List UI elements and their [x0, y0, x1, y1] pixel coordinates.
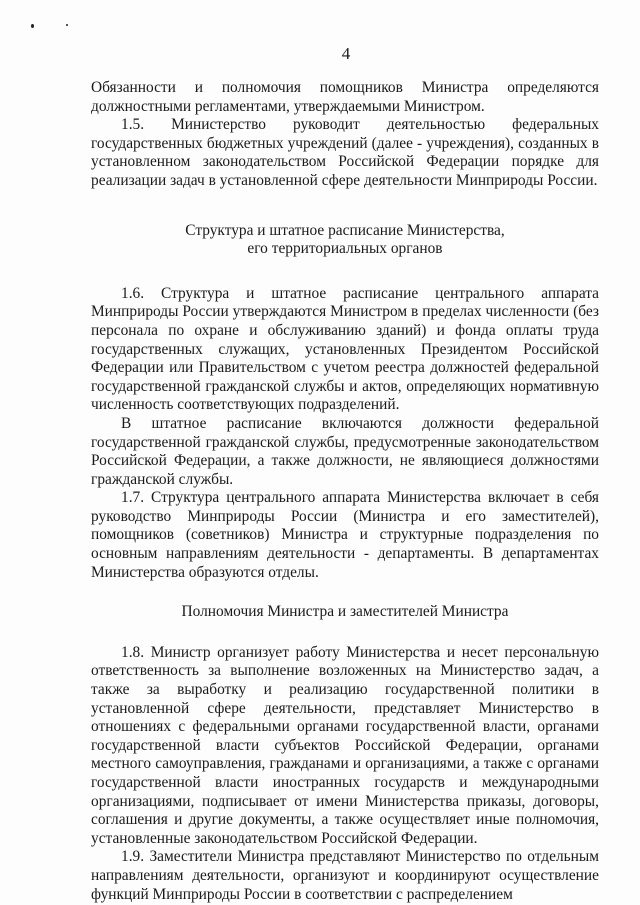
paragraph-1-5: 1.5. Министерство руководит деятельностью федеральных государственных бюджетных учреждений (далее - учреждения), созданных в установленном законодательством Российской Федерации порядке для реализации задач в установленной сфере деятельности Минприроды России. — [91, 116, 599, 189]
section-heading-powers: Полномочия Министра и заместителей Министра — [181, 603, 509, 621]
paragraph-1-9: 1.9. Заместители Министра представляют Министерство по отдельным направлениям деятельности, организуют и координируют осуществление функций Минприроды России в соответствии с распределением — [91, 848, 599, 903]
paragraph-1-6: 1.6. Структура и штатное расписание центрального аппарата Минприроды России утверждаются Министром в пределах численности (без персонала по охране и обслуживанию зданий) и фонда оплаты труда государственных служащих, установленных Президентом Российской Федерации или Правительством с учетом реестра должностей федеральной государственной гражданской службы и актов, определяющих нормативную численность соответствующих подразделений. — [91, 284, 599, 414]
paragraph-assistants-duties: Обязанности и полномочия помощников Министра определяются должностными регламентами, утверждаемыми Министром. — [91, 79, 599, 115]
document-body — [91, 79, 599, 904]
paragraph-1-8: 1.8. Министр организует работу Министерства и несет персональную ответственность за выполнение возложенных на Министерство задач, а также за выработку и реализацию государственной политики в установленной сфере деятельности, представляет Министерство в отношениях с федеральными органами государственной власти, органами государственной власти субъектов Российской Федерации, органами местного самоуправления, гражданами и организациями, а также с органами государственной власти иностранных государств и международными организациями, подписывает от имени Министерства приказы, договоры, соглашения и другие документы, а также осуществляет иные полномочия, установленные законодательством Российской Федерации. — [91, 643, 599, 847]
section-heading-structure-line1: Структура и штатное расписание Министерства, — [185, 221, 505, 239]
paragraph-1-7: 1.7. Структура центрального аппарата Министерства включает в себя руководство Минприроды России (Министра и его заместителей), помощников (советников) Министра и структурные подразделения по основным направлениям деятельности - департаменты. В департаментах Министерства образуются отделы. — [91, 489, 599, 581]
section-heading-structure-line2: его территориальных органов — [247, 240, 443, 258]
page-number: 4 — [341, 44, 351, 63]
paragraph-staff-schedule: В штатное расписание включаются должности федеральной государственной гражданской службы, предусмотренные законодательством Российской Федерации, а также должности, не являющиеся должностями гражданской службы. — [91, 414, 599, 488]
